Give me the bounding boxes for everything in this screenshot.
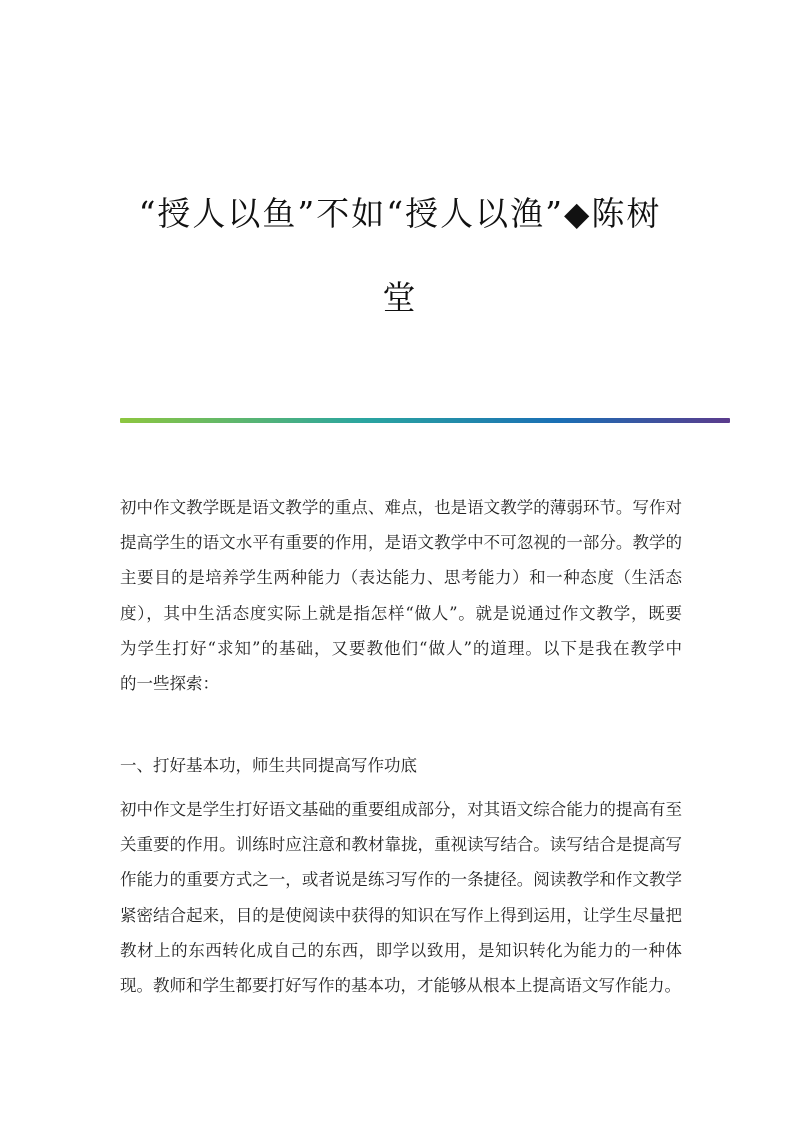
body-paragraph [120,792,682,1003]
paragraph-line: 提高学生的语文水平有重要的作用，是语文教学中不可忽视的一部分。教学的 [120,533,682,553]
title-divider [120,418,730,423]
paragraph-line: 作能力的重要方式之一，或者说是练习写作的一条捷径。阅读教学和作文教学 [120,870,682,890]
intro-paragraph [120,490,682,701]
paragraph-line: 教材上的东西转化成自己的东西，即学以致用，是知识转化为能力的一种体 [120,940,682,960]
document-title-continued: 堂 [382,278,418,317]
paragraph-line: 紧密结合起来，目的是使阅读中获得的知识在写作上得到运用，让学生尽量把 [120,905,682,925]
document-title: “授人以鱼”不如“授人以渔”◆陈树 [138,194,662,233]
paragraph-line: 初中作文教学既是语文教学的重点、难点，也是语文教学的薄弱环节。写作对 [120,498,682,517]
paragraph-line: 初中作文是学生打好语文基础的重要组成部分，对其语文综合能力的提高有至 [120,800,682,819]
paragraph-line: 关重要的作用。训练时应注意和教材靠拢，重视读写结合。读写结合是提高写 [120,835,682,855]
paragraph-line: 的一些探索： [120,674,219,694]
paragraph-line: 为学生打好“求知”的基础，又要教他们“做人”的道理。以下是我在教学中 [120,638,682,658]
section-heading: 一、打好基本功，师生共同提高写作功底 [120,756,417,775]
paragraph-line: 现。教师和学生都要打好写作的基本功，才能够从根本上提高语文写作能力。 [120,976,681,996]
paragraph-line: 度），其中生活态度实际上就是指怎样“做人”。就是说通过作文教学，既要 [120,603,682,623]
paragraph-line: 主要目的是培养学生两种能力（表达能力、思考能力）和一种态度（生活态 [120,568,682,588]
